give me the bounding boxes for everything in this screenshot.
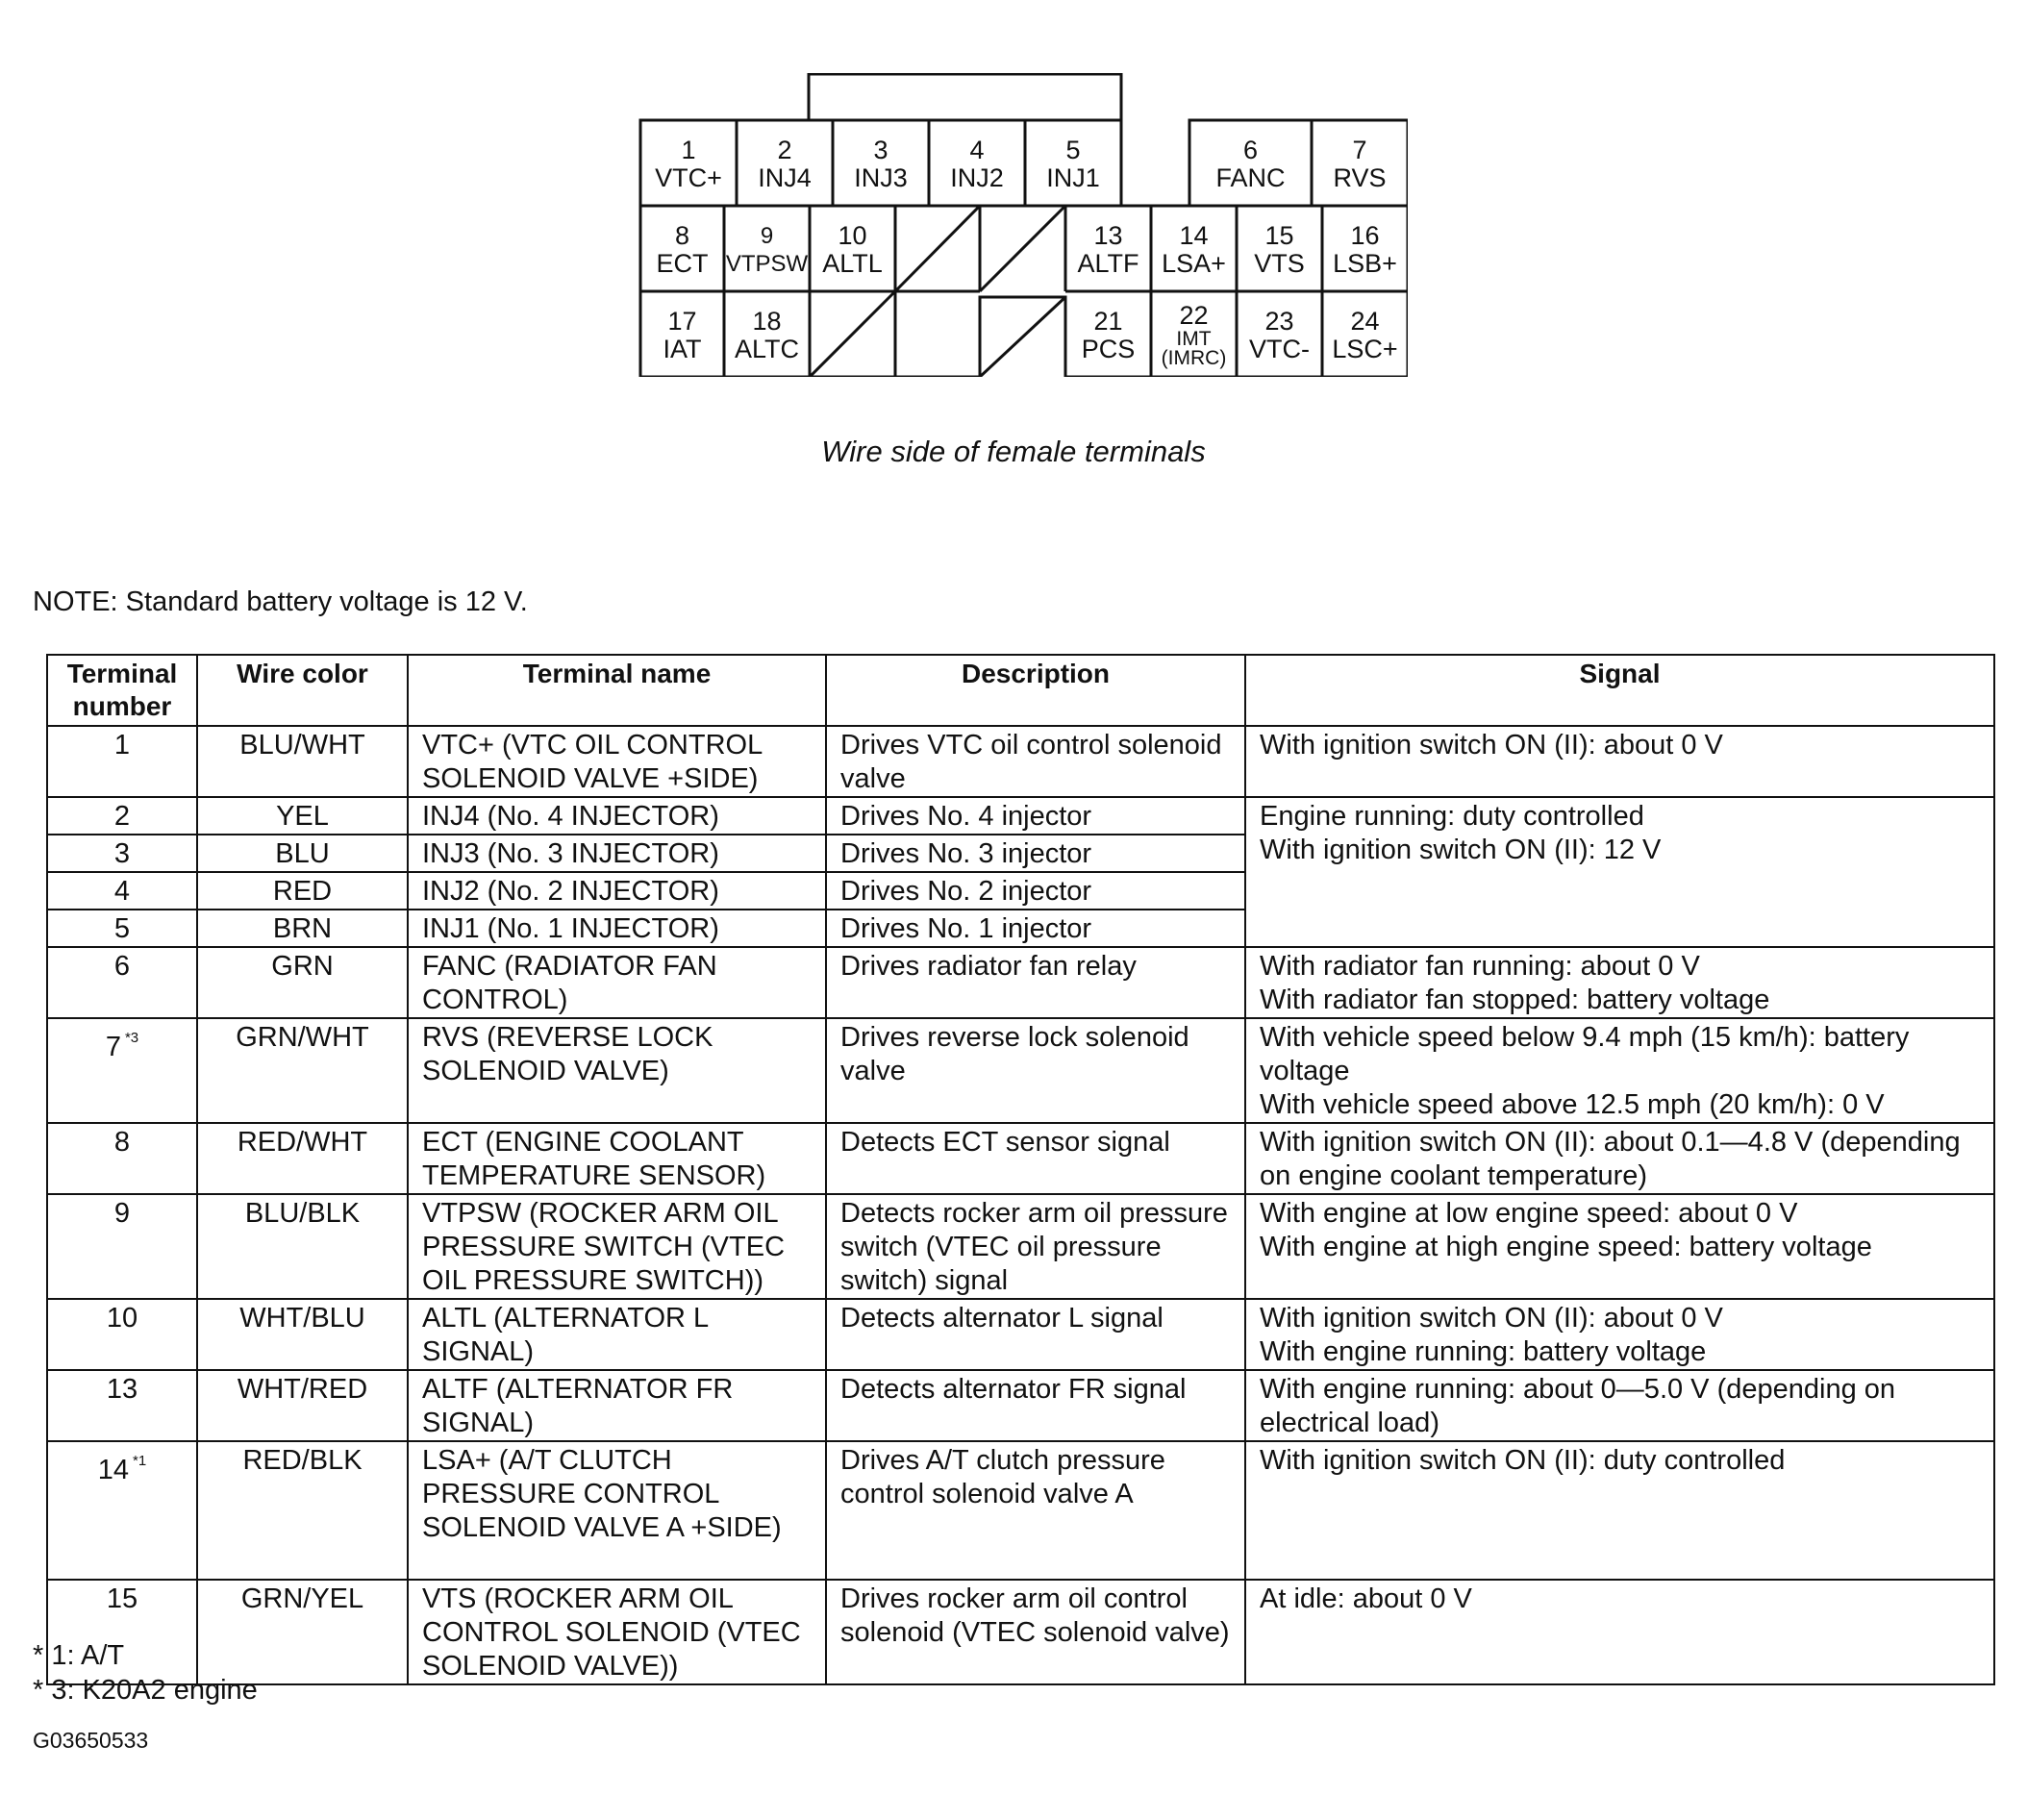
cell-description <box>826 1580 1245 1684</box>
terminal-7: 7 RVS <box>1333 136 1387 192</box>
cell-description <box>826 947 1245 1018</box>
cell-signal-text: With vehicle speed below 9.4 mph (15 km/h): battery voltage With vehicle speed above 12.5 mph (20 km/h): 0 V <box>1260 1022 1910 1120</box>
cell-description <box>826 1370 1245 1441</box>
terminal-13: 13 ALTF <box>1077 220 1139 278</box>
terminal-1: 1 VTC+ <box>655 136 722 192</box>
cell-terminal-name-text: ALTL (ALTERNATOR L SIGNAL) <box>422 1303 709 1367</box>
header-wire-color: Wire color <box>197 655 408 726</box>
cell-terminal-name-text: RVS (REVERSE LOCK SOLENOID VALVE) <box>422 1022 713 1086</box>
cell-wire-color <box>197 835 408 872</box>
cell-description-text: Drives rocker arm oil control solenoid (VTEC solenoid valve) <box>840 1583 1230 1648</box>
cell-wire-color <box>197 1194 408 1299</box>
cell-description-text: Drives No. 4 injector <box>840 801 1092 832</box>
cell-terminal-number <box>47 1123 197 1194</box>
cell-signal-text: At idle: about 0 V <box>1260 1583 1472 1614</box>
footnote-marker: *3 <box>124 1030 139 1046</box>
cell-description-text: Detects rocker arm oil pressure switch (VTEC oil pressure switch) signal <box>840 1198 1228 1296</box>
cell-terminal-name-text: VTC+ (VTC OIL CONTROL SOLENOID VALVE +SIDE) <box>422 730 763 794</box>
blank-cavity-20 <box>980 297 1065 377</box>
cell-terminal-name-text: INJ2 (No. 2 INJECTOR) <box>422 876 719 907</box>
cell-description <box>826 1018 1245 1123</box>
cell-signal-text: With ignition switch ON (II): about 0.1—4.8 V (depending on engine coolant temperature) <box>1260 1127 1961 1191</box>
cell-terminal-number <box>47 872 197 910</box>
terminal-22: 22 IMT (IMRC) <box>1161 301 1227 369</box>
table-row <box>47 1018 1994 1123</box>
cell-signal <box>1245 1370 1994 1441</box>
cell-terminal-name <box>408 1370 826 1441</box>
cell-wire-color <box>197 1018 408 1123</box>
cell-terminal-number-text: 15 <box>106 1583 138 1614</box>
terminal-2: 2 INJ4 <box>758 136 812 192</box>
terminal-8: 8 ECT <box>656 220 709 278</box>
cell-description-text: Drives reverse lock solenoid valve <box>840 1022 1189 1086</box>
cell-terminal-number-text: 4 <box>113 876 131 907</box>
cell-signal <box>1245 1441 1994 1580</box>
cell-terminal-name-text: VTPSW (ROCKER ARM OIL PRESSURE SWITCH (VTEC OIL PRESSURE SWITCH)) <box>422 1198 786 1296</box>
cell-terminal-number <box>47 1194 197 1299</box>
terminal-24: 24 LSC+ <box>1332 306 1398 363</box>
table-row <box>47 1194 1994 1299</box>
cell-terminal-number-text: 10 <box>106 1303 138 1334</box>
cell-wire-color-text: BLU/BLK <box>244 1198 361 1229</box>
table-body <box>47 726 1994 1684</box>
cell-wire-color <box>197 872 408 910</box>
table-row <box>47 1299 1994 1370</box>
blank-cavity-19 <box>810 291 895 377</box>
cell-description <box>826 910 1245 947</box>
cell-terminal-number-text: 7 <box>105 1032 121 1062</box>
cell-signal-text: With engine running: about 0—5.0 V (depending on electrical load) <box>1260 1374 1896 1438</box>
cell-terminal-name <box>408 797 826 835</box>
cell-terminal-number <box>47 1299 197 1370</box>
cell-wire-color <box>197 947 408 1018</box>
cell-description-text: Detects ECT sensor signal <box>840 1127 1170 1158</box>
terminal-4: 4 INJ2 <box>950 136 1004 192</box>
cell-signal <box>1245 1123 1994 1194</box>
cell-description-text: Drives radiator fan relay <box>840 951 1137 982</box>
cell-terminal-name-text: ECT (ENGINE COOLANT TEMPERATURE SENSOR) <box>422 1127 766 1191</box>
terminal-9: 9 VTPSW <box>725 222 809 277</box>
cell-description-text: Drives No. 1 injector <box>840 913 1092 944</box>
cell-terminal-name <box>408 1123 826 1194</box>
cell-signal <box>1245 797 1994 947</box>
cell-description-text: Drives VTC oil control solenoid valve <box>840 730 1222 794</box>
cell-description <box>826 1123 1245 1194</box>
cell-signal <box>1245 947 1994 1018</box>
cell-wire-color-text: GRN/YEL <box>240 1583 364 1614</box>
cell-terminal-number-text: 1 <box>113 730 131 760</box>
cell-signal <box>1245 1580 1994 1684</box>
cell-wire-color <box>197 910 408 947</box>
cell-terminal-name-text: INJ1 (No. 1 INJECTOR) <box>422 913 719 944</box>
cell-terminal-name-text: FANC (RADIATOR FAN CONTROL) <box>422 951 717 1015</box>
figure-id: G03650533 <box>33 1728 149 1753</box>
table-header-row <box>47 655 1994 726</box>
cell-description-text: Drives A/T clutch pressure control solenoid valve A <box>840 1445 1165 1509</box>
header-description: Description <box>826 655 1245 726</box>
terminal-21: 21 PCS <box>1081 306 1136 363</box>
cell-description <box>826 1194 1245 1299</box>
cell-wire-color <box>197 797 408 835</box>
cell-wire-color-text: RED <box>272 876 333 907</box>
terminal-17: 17 IAT <box>663 306 702 363</box>
cell-terminal-name-text: LSA+ (A/T CLUTCH PRESSURE CONTROL SOLENOID VALVE A +SIDE) <box>422 1445 782 1543</box>
cell-signal <box>1245 1194 1994 1299</box>
cell-wire-color-text: RED/WHT <box>237 1127 368 1158</box>
cell-signal-text: With radiator fan running: about 0 V With radiator fan stopped: battery voltage <box>1260 951 1770 1015</box>
cell-terminal-name <box>408 1441 826 1580</box>
footnote-1: * 1: A/T <box>33 1640 125 1671</box>
cell-terminal-number-text: 13 <box>106 1374 138 1405</box>
terminal-14: 14 LSA+ <box>1162 220 1226 278</box>
table-row <box>47 726 1994 797</box>
table-row <box>47 1370 1994 1441</box>
cell-terminal-name-text: ALTF (ALTERNATOR FR SIGNAL) <box>422 1374 734 1438</box>
cell-wire-color-text: BLU <box>275 838 330 869</box>
cell-signal-text: With engine at low engine speed: about 0 V With engine at high engine speed: battery voltage <box>1260 1198 1872 1262</box>
connector-caption: Wire side of female terminals <box>821 435 1206 468</box>
cell-description <box>826 797 1245 835</box>
blank-cavity-11 <box>895 206 980 291</box>
cell-terminal-name <box>408 947 826 1018</box>
cell-terminal-number <box>47 1441 197 1580</box>
cell-terminal-number <box>47 1370 197 1441</box>
cell-wire-color <box>197 726 408 797</box>
cell-wire-color-text: BLU/WHT <box>239 730 365 760</box>
cell-wire-color-text: BRN <box>272 913 333 944</box>
cell-terminal-name <box>408 1299 826 1370</box>
cell-terminal-number-text: 8 <box>113 1127 131 1158</box>
blank-cavity-12 <box>980 206 1065 291</box>
cell-description <box>826 1441 1245 1580</box>
terminal-18: 18 ALTC <box>734 306 799 363</box>
cell-wire-color <box>197 1299 408 1370</box>
cell-signal <box>1245 1018 1994 1123</box>
cell-signal-text: With ignition switch ON (II): about 0 V <box>1260 730 1723 760</box>
cell-terminal-number-text: 3 <box>113 838 131 869</box>
cell-wire-color-text: RED/BLK <box>242 1445 363 1476</box>
cell-terminal-name-text: INJ4 (No. 4 INJECTOR) <box>422 801 719 832</box>
header-terminal-name: Terminal name <box>408 655 826 726</box>
cell-terminal-number <box>47 947 197 1018</box>
cell-terminal-name <box>408 1580 826 1684</box>
cell-terminal-name <box>408 835 826 872</box>
cell-terminal-number <box>47 726 197 797</box>
cell-wire-color <box>197 1441 408 1580</box>
connector-diagram <box>638 73 1408 377</box>
cell-terminal-number <box>47 1018 197 1123</box>
cell-terminal-number <box>47 910 197 947</box>
cell-terminal-name <box>408 872 826 910</box>
cell-terminal-number <box>47 797 197 835</box>
cell-signal-text: With ignition switch ON (II): duty controlled <box>1260 1445 1786 1476</box>
cell-description <box>826 872 1245 910</box>
cell-description-text: Detects alternator FR signal <box>840 1374 1187 1405</box>
cell-wire-color <box>197 1123 408 1194</box>
cell-wire-color-text: GRN <box>271 951 334 982</box>
cell-wire-color-text: WHT/RED <box>237 1374 368 1405</box>
table-row <box>47 1580 1994 1684</box>
cell-terminal-name <box>408 1018 826 1123</box>
table-row <box>47 1123 1994 1194</box>
cell-terminal-number-text: 6 <box>113 951 131 982</box>
battery-voltage-note: NOTE: Standard battery voltage is 12 V. <box>33 586 528 617</box>
cell-wire-color-text: GRN/WHT <box>236 1022 369 1053</box>
cell-terminal-name <box>408 1194 826 1299</box>
table-row <box>47 1441 1994 1580</box>
terminal-table <box>46 654 1995 1685</box>
cell-wire-color-text: YEL <box>276 801 329 832</box>
cell-description <box>826 1299 1245 1370</box>
terminal-5: 5 INJ1 <box>1046 136 1100 192</box>
cell-terminal-name <box>408 726 826 797</box>
table-row <box>47 947 1994 1018</box>
terminal-6: 6 FANC <box>1215 136 1286 192</box>
terminal-3: 3 INJ3 <box>854 136 908 192</box>
terminal-10: 10 ALTL <box>822 220 883 278</box>
footnote-3: * 3: K20A2 engine <box>33 1675 258 1706</box>
table-row <box>47 797 1994 835</box>
cell-terminal-number-text: 2 <box>113 801 131 832</box>
cell-description <box>826 726 1245 797</box>
cell-terminal-name-text: INJ3 (No. 3 INJECTOR) <box>422 838 719 869</box>
terminal-23: 23 VTC- <box>1249 306 1310 363</box>
cell-terminal-number-text: 9 <box>113 1198 131 1229</box>
cell-terminal-name-text: VTS (ROCKER ARM OIL CONTROL SOLENOID (VTEC SOLENOID VALVE)) <box>422 1583 801 1682</box>
cell-terminal-number-text: 14 <box>97 1455 130 1485</box>
header-terminal-number: Terminal number <box>47 655 197 726</box>
footnote-marker: *1 <box>133 1453 147 1469</box>
cell-terminal-name <box>408 910 826 947</box>
header-signal: Signal <box>1245 655 1994 726</box>
cell-signal-text: Engine running: duty controlled With ignition switch ON (II): 12 V <box>1260 801 1662 865</box>
terminal-16: 16 LSB+ <box>1333 220 1397 278</box>
cell-description-text: Drives No. 3 injector <box>840 838 1092 869</box>
cell-signal-text: With ignition switch ON (II): about 0 V With engine running: battery voltage <box>1260 1303 1723 1367</box>
cell-description <box>826 835 1245 872</box>
cell-description-text: Drives No. 2 injector <box>840 876 1092 907</box>
cell-wire-color <box>197 1370 408 1441</box>
footnotes <box>33 1638 258 1708</box>
cell-terminal-number <box>47 835 197 872</box>
cell-signal <box>1245 726 1994 797</box>
terminal-15: 15 VTS <box>1254 220 1305 278</box>
cell-description-text: Detects alternator L signal <box>840 1303 1164 1334</box>
cell-wire-color-text: WHT/BLU <box>239 1303 365 1334</box>
cell-terminal-number-text: 5 <box>113 913 131 944</box>
cell-signal <box>1245 1299 1994 1370</box>
